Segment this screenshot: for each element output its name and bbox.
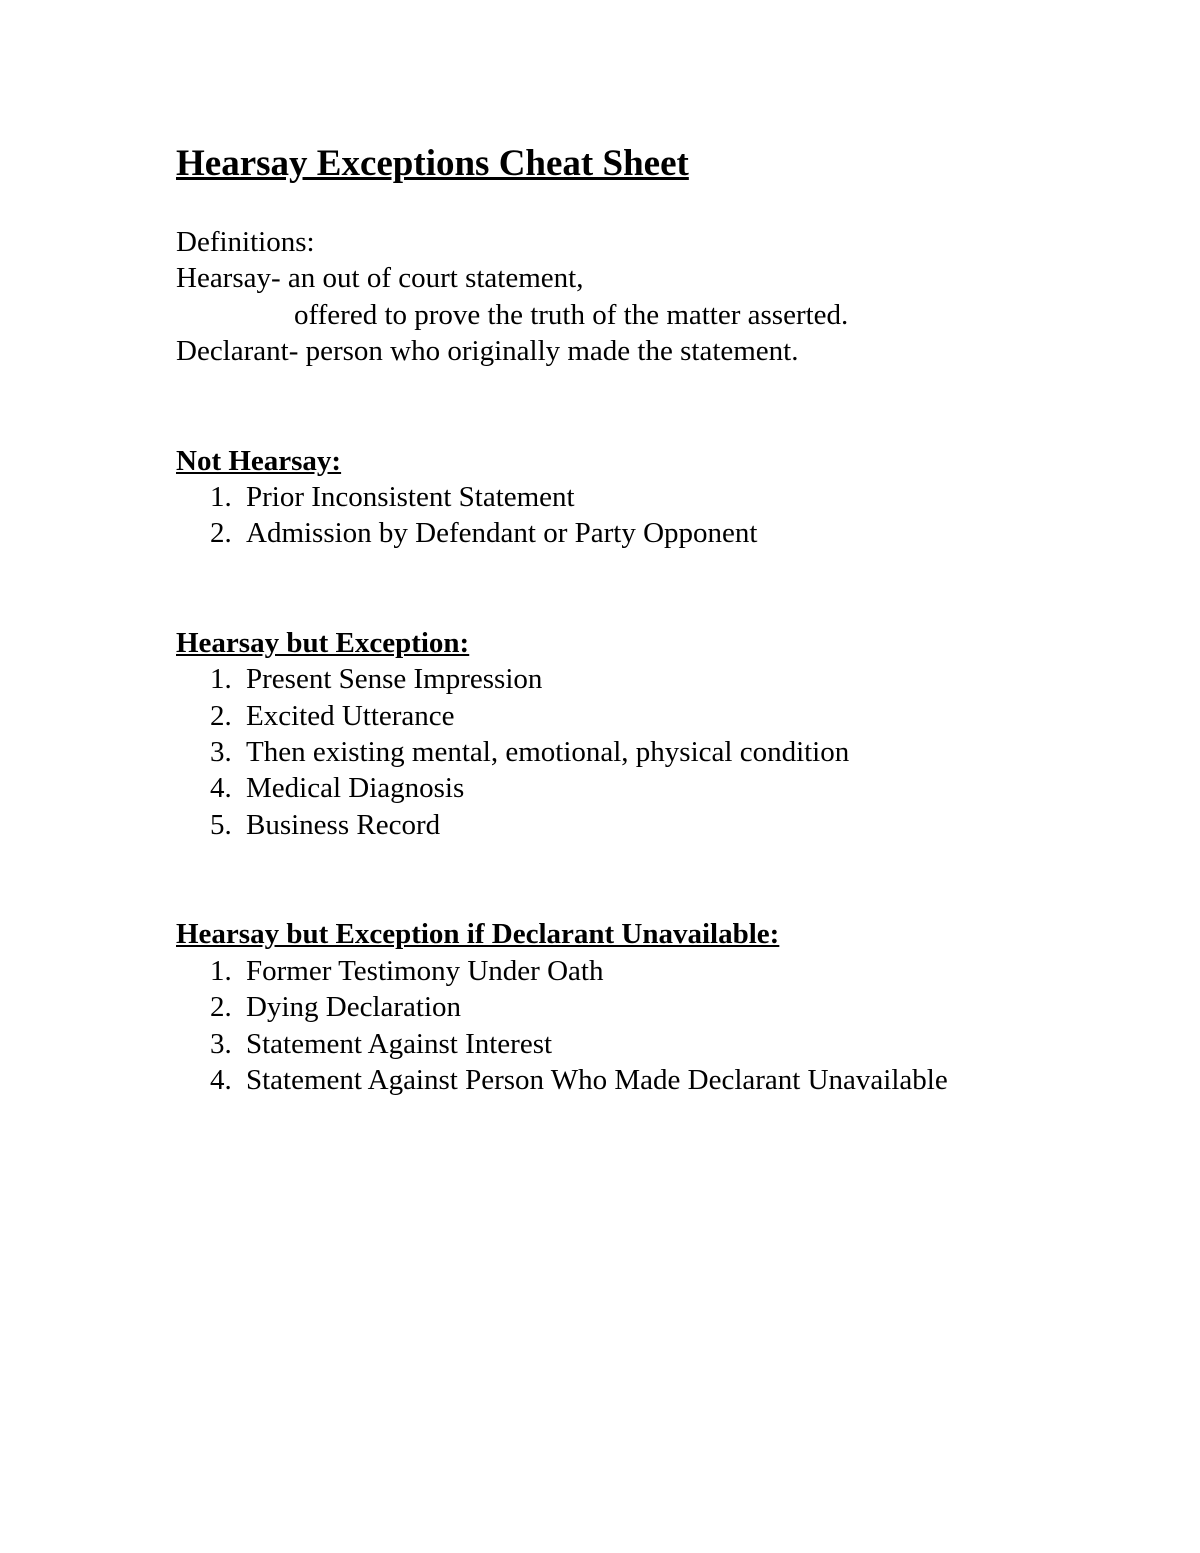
section-hearsay-exception xyxy=(176,625,1136,843)
section-heading: Not Hearsay: xyxy=(176,444,342,477)
numbered-list xyxy=(176,953,1136,1099)
list-item xyxy=(176,1062,1136,1098)
list-item-text: Medical Diagnosis xyxy=(246,772,465,805)
list-item xyxy=(176,515,1136,551)
numbered-list xyxy=(176,661,1136,843)
list-item xyxy=(176,807,1136,843)
list-number: 4. xyxy=(210,772,232,805)
list-item xyxy=(176,1026,1136,1062)
list-item-text: Statement Against Interest xyxy=(246,1027,553,1060)
numbered-list xyxy=(176,479,1136,552)
list-item xyxy=(176,770,1136,806)
list-item xyxy=(176,661,1136,697)
document-title: Hearsay Exceptions Cheat Sheet xyxy=(176,143,689,184)
list-item xyxy=(176,953,1136,989)
section-not-hearsay xyxy=(176,443,1136,552)
list-number: 3. xyxy=(210,1027,232,1060)
list-item xyxy=(176,479,1136,515)
list-item xyxy=(176,698,1136,734)
list-item-text: Dying Declaration xyxy=(246,991,462,1024)
list-number: 4. xyxy=(210,1063,232,1096)
list-item-text: Prior Inconsistent Statement xyxy=(246,481,575,514)
list-number: 1. xyxy=(210,663,232,696)
document-content xyxy=(176,140,1136,1098)
section-heading: Hearsay but Exception if Declarant Unavailable: xyxy=(176,918,780,951)
list-number: 1. xyxy=(210,954,232,987)
list-item xyxy=(176,989,1136,1025)
list-item-text: Former Testimony Under Oath xyxy=(246,954,604,987)
section-declarant-unavailable xyxy=(176,916,1136,1098)
list-number: 5. xyxy=(210,808,232,841)
list-number: 2. xyxy=(210,517,232,550)
declarant-definition: Declarant- person who originally made the statement. xyxy=(176,335,799,368)
section-heading: Hearsay but Exception: xyxy=(176,626,470,659)
definitions-label: Definitions: xyxy=(176,226,315,258)
definitions-block xyxy=(176,224,1136,370)
list-item-text: Then existing mental, emotional, physical condition xyxy=(246,736,850,769)
list-number: 3. xyxy=(210,736,232,769)
list-item-text: Business Record xyxy=(246,808,441,841)
list-number: 2. xyxy=(210,991,232,1024)
hearsay-definition-line1: Hearsay- an out of court statement, xyxy=(176,262,584,295)
list-item xyxy=(176,734,1136,770)
list-item-text: Admission by Defendant or Party Opponent xyxy=(246,517,758,550)
list-item-text: Statement Against Person Who Made Declarant Unavailable xyxy=(246,1063,948,1096)
list-number: 2. xyxy=(210,699,232,732)
list-item-text: Present Sense Impression xyxy=(246,663,543,696)
list-number: 1. xyxy=(210,481,232,514)
list-item-text: Excited Utterance xyxy=(246,699,455,732)
hearsay-definition-line2: offered to prove the truth of the matter asserted. xyxy=(294,298,849,331)
